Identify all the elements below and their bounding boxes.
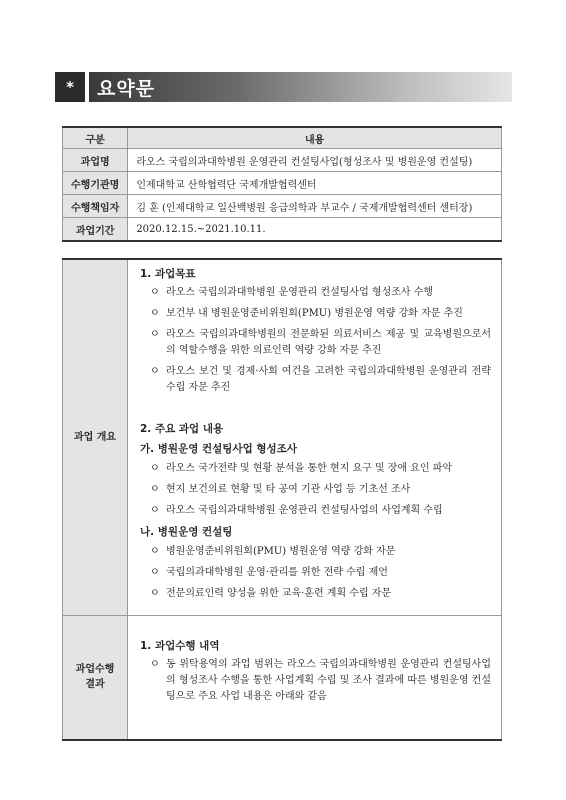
section-heading: 2. 주요 과업 내용 [140, 423, 224, 435]
star-icon: * [55, 72, 85, 102]
table-row [63, 149, 502, 172]
table-row [63, 172, 502, 195]
overview-row [63, 259, 502, 616]
list-item [140, 565, 491, 581]
list-item-text: 국립의과대학병원 운영·관리를 위한 전략 수립 제언 [166, 567, 388, 578]
list-item-text: 라오스 국립의과대학병원 운영관리 컨설팅사업 형성조사 수행 [166, 287, 434, 298]
list-item [140, 461, 491, 477]
hollow-circle-icon: ㅇ [150, 308, 160, 319]
list-item-text: 동 위탁용역의 과업 범위는 라오스 국립의과대학병원 운영관리 컨설팅사업의 형성조사 수행을 통한 사업계획 수립 및 조사 결과에 따른 병원운영 컨설팅으로 주요 사업 내용은 아래와 같음 [166, 659, 491, 702]
hollow-circle-icon: ㅇ [150, 484, 160, 495]
subsection-heading: 나. 병원운영 컨설팅 [140, 526, 233, 538]
list-item [140, 285, 491, 301]
hollow-circle-icon: ㅇ [150, 463, 160, 474]
row-value: 2020.12.15.~2021.10.11. [128, 218, 502, 242]
hollow-circle-icon: ㅇ [150, 287, 160, 298]
list-item-text: 전문의료인력 양성을 위한 교육·훈련 계획 수립 자문 [166, 588, 392, 599]
row-label: 수행기관명 [63, 172, 128, 195]
section-banner [55, 72, 512, 102]
table-row [63, 195, 502, 218]
list-item [140, 306, 491, 322]
detail-table [62, 258, 502, 741]
hollow-circle-icon: ㅇ [150, 546, 160, 557]
hollow-circle-icon: ㅇ [150, 588, 160, 599]
result-body [128, 616, 502, 740]
summary-header-row [63, 127, 502, 149]
list-item-text: 라오스 국립의과대학병원의 전문화된 의료서비스 제공 및 교육병원으로서의 역할수행을 위한 의료인력 역량 강화 자문 추진 [166, 329, 491, 356]
section-heading: 1. 과업목표 [140, 268, 196, 280]
list-item-text: 보건부 내 병원운영준비위원회(PMU) 병원운영 역량 강화 자문 추진 [166, 308, 463, 319]
row-value: 김 훈 (인제대학교 일산백병원 응급의학과 부교수 / 국제개발협력센터 센터장) [128, 195, 502, 218]
list-item [140, 482, 491, 498]
summary-table [62, 126, 502, 242]
overview-label: 과업 개요 [63, 259, 128, 616]
result-label-line1: 과업수행 [75, 664, 115, 676]
table-row [63, 218, 502, 242]
row-label: 과업기간 [63, 218, 128, 242]
list-item [140, 327, 491, 359]
overview-body [128, 259, 502, 616]
result-label [63, 616, 128, 740]
hollow-circle-icon: ㅇ [150, 567, 160, 578]
row-label: 수행책임자 [63, 195, 128, 218]
hollow-circle-icon: ㅇ [150, 366, 160, 377]
hollow-circle-icon: ㅇ [150, 659, 160, 670]
section-heading: 1. 과업수행 내역 [140, 640, 220, 652]
row-label: 과업명 [63, 149, 128, 172]
banner-title-bar [89, 72, 512, 102]
list-item [140, 503, 491, 519]
row-value: 인제대학교 산학협력단 국제개발협력센터 [128, 172, 502, 195]
header-content: 내용 [128, 127, 502, 149]
row-value: 라오스 국립의과대학병원 운영관리 컨설팅사업(형성조사 및 병원운영 컨설팅) [128, 149, 502, 172]
list-item [140, 657, 491, 705]
list-item-text: 라오스 국립의과대학병원 운영관리 컨설팅사업의 사업계획 수립 [166, 505, 443, 516]
list-item-text: 라오스 국가전략 및 현황 분석을 통한 현지 요구 및 장애 요인 파악 [166, 463, 453, 474]
list-item [140, 364, 491, 396]
list-item-text: 병원운영준비위원회(PMU) 병원운영 역량 강화 자문 [166, 546, 396, 557]
hollow-circle-icon: ㅇ [150, 505, 160, 516]
list-item [140, 544, 491, 560]
list-item-text: 현지 보건의료 현황 및 타 공여 기관 사업 등 기초선 조사 [166, 484, 411, 495]
header-category: 구분 [63, 127, 128, 149]
result-label-line2: 결과 [85, 679, 105, 691]
list-item-text: 라오스 보건 및 경제·사회 여건을 고려한 국립의과대학병원 운영관리 전략 수립 자문 추진 [166, 366, 491, 393]
hollow-circle-icon: ㅇ [150, 329, 160, 340]
list-item [140, 586, 491, 602]
result-row [63, 616, 502, 740]
page-title: 요약문 [97, 78, 156, 100]
subsection-heading: 가. 병원운영 컨설팅사업 형성조사 [140, 443, 297, 455]
